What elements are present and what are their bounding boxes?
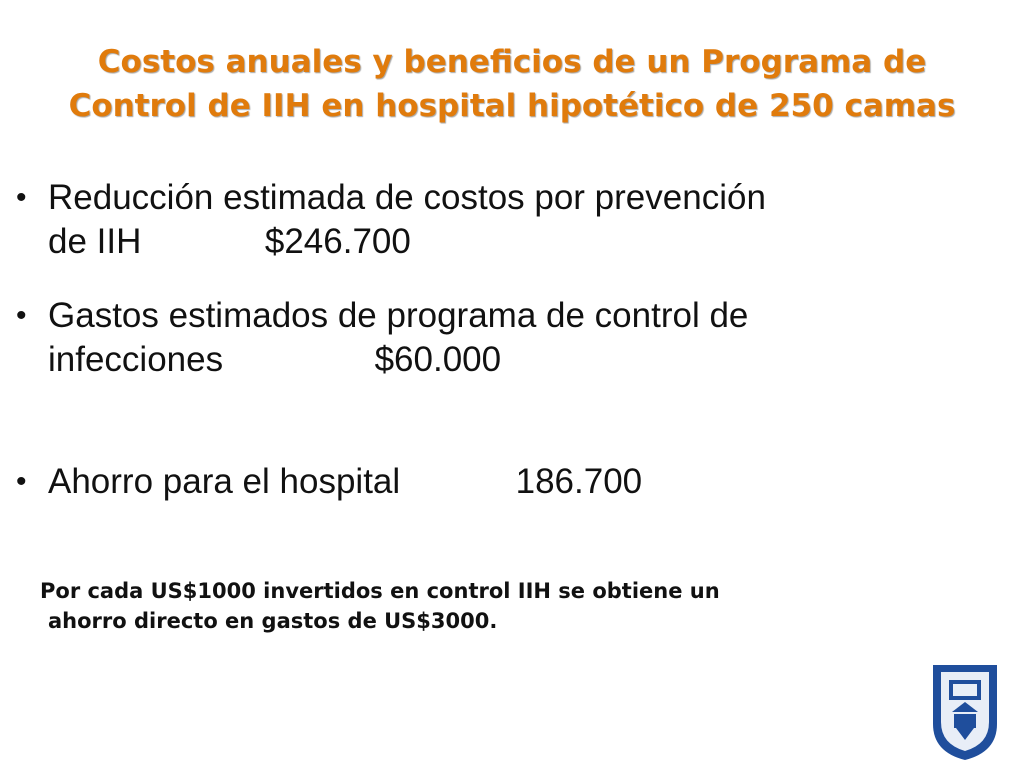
bullet-dot-icon: •	[16, 299, 27, 332]
bullet-text: Gastos estimados de programa de control de	[48, 296, 749, 335]
slide-title: Costos anuales y beneficios de un Programa de Control de IIH en hospital hipotético de 250 camas	[68, 44, 956, 124]
bullet-label: de IIH	[48, 222, 142, 261]
bullet-value: $60.000	[374, 340, 502, 379]
bullet-text: Ahorro para el hospital	[48, 462, 401, 501]
bullet-dot-icon: •	[16, 465, 27, 498]
bullet-label: infecciones	[48, 340, 224, 379]
bullet-value: $246.700	[264, 222, 411, 261]
bullet-text: Reducción estimada de costos por prevención	[48, 178, 766, 217]
crest-shield-icon	[930, 662, 1000, 762]
bullet-program-expenses	[14, 294, 748, 382]
note-line-1: Por cada US$1000 invertidos en control IIH se obtiene un	[40, 579, 720, 603]
bullet-dot-icon: •	[16, 181, 27, 214]
university-crest-logo	[930, 662, 1000, 762]
savings-note	[40, 576, 900, 636]
bullet-value: 186.700	[515, 462, 643, 501]
bullet-hospital-savings	[14, 460, 642, 504]
bullet-cost-reduction	[14, 176, 766, 264]
note-line-2: ahorro directo en gastos de US$3000.	[48, 609, 498, 633]
